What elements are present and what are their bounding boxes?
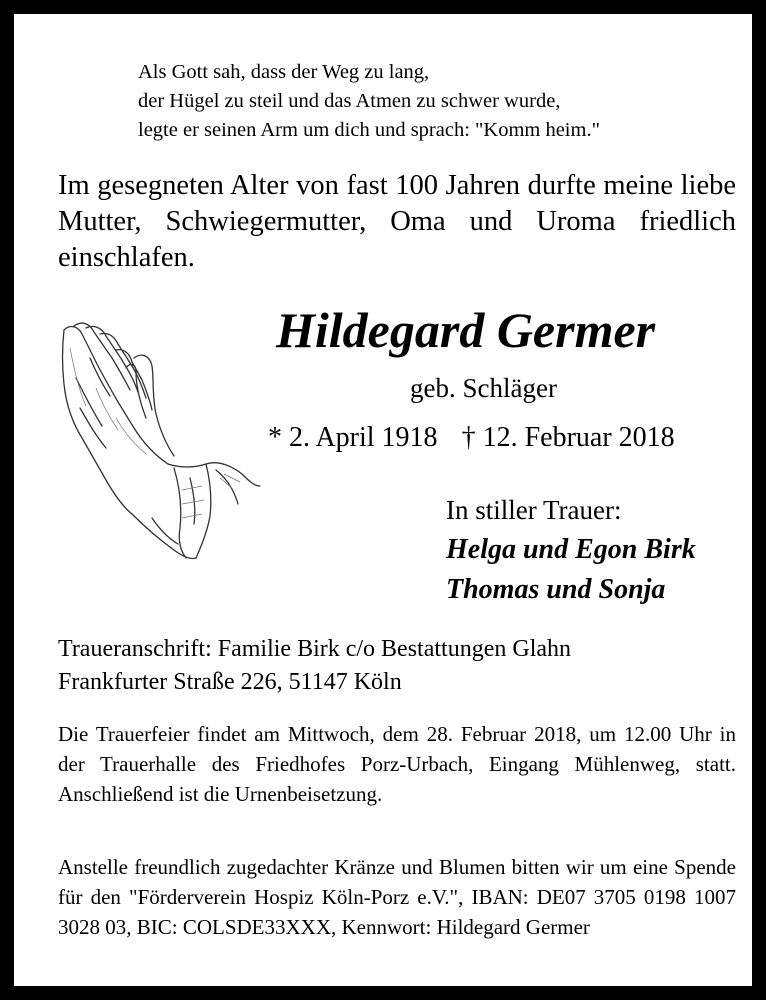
service-info: Die Trauerfeier findet am Mittwoch, dem 28. Februar 2018, um 12.00 Uhr in der Trauerhalle des Friedhofes Porz-Urbach, Eingang Mühlenweg, statt. Anschließend ist die Urnenbeisetzung.	[58, 722, 736, 806]
death-date: † 12. Februar 2018	[461, 422, 675, 453]
donation-info: Anstelle freundlich zugedachter Kränze und Blumen bitten wir um eine Spende für den "Förderverein Hospiz Köln-Porz e.V.", IBAN: DE07 3705 0198 1007 3028 03, BIC: COLSDE33XXX, Kennwort: Hildegard Germer	[58, 855, 736, 939]
mourners-heading: In stiller Trauer:	[446, 495, 622, 525]
mourners	[446, 490, 696, 610]
poem-line: Als Gott sah, dass der Weg zu lang,	[138, 61, 430, 83]
mourner-family: Thomas und Sonja	[446, 574, 666, 605]
mourner-family: Helga und Egon Birk	[446, 534, 696, 565]
address-line: Traueranschrift: Familie Birk c/o Bestattungen Glahn	[58, 636, 572, 662]
birth-date: * 2. April 1918	[268, 422, 438, 453]
poem-line: der Hügel zu steil und das Atmen zu schwer wurde,	[138, 90, 561, 112]
address-line: Frankfurter Straße 226, 51147 Köln	[58, 669, 402, 695]
praying-hands-icon	[56, 318, 262, 568]
intro-text: Im gesegneten Alter von fast 100 Jahren durfte meine liebe Mutter, Schwiegermutter, Oma und Uroma friedlich einschlafen.	[58, 170, 736, 273]
deceased-name: Hildegard Germer	[276, 302, 656, 358]
life-dates	[268, 422, 675, 454]
poem	[138, 58, 600, 145]
mourning-address	[58, 633, 571, 699]
maiden-name: geb. Schläger	[410, 373, 557, 403]
poem-line: legte er seinen Arm um dich und sprach: "Komm heim."	[138, 119, 600, 141]
